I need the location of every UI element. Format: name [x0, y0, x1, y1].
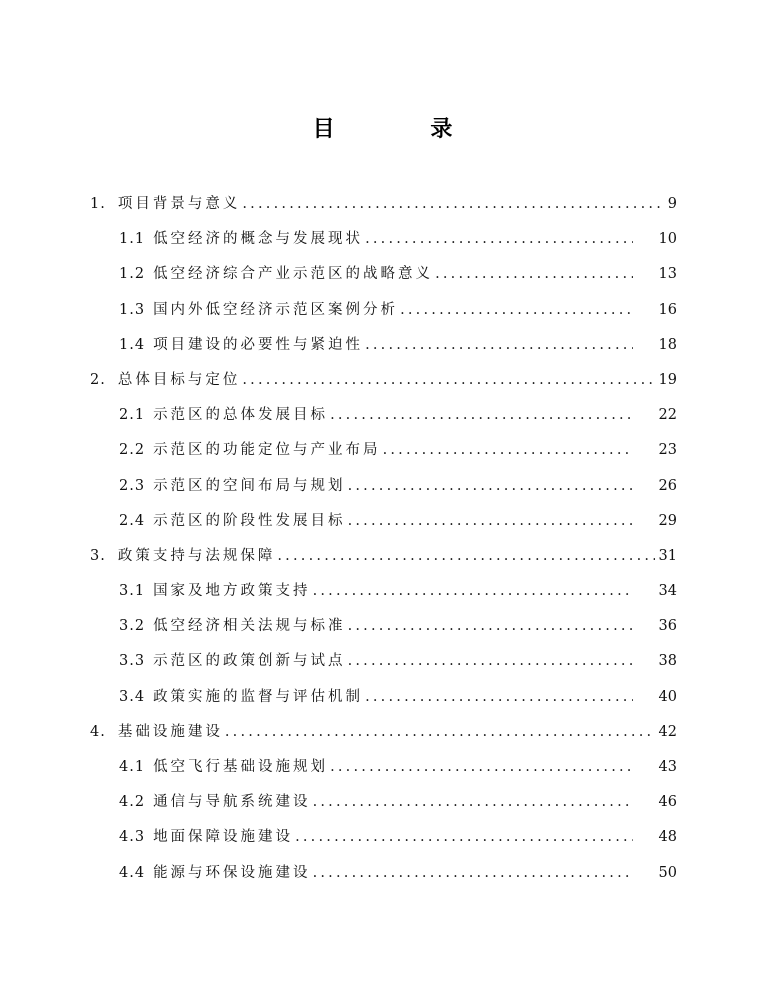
- toc-dot-leader: [400, 293, 633, 328]
- toc-entry-text: 国内外低空经济示范区案例分析: [153, 301, 399, 318]
- toc-entry-number: 2.1: [119, 407, 146, 424]
- toc-subsection-3-3[interactable]: [90, 644, 677, 679]
- toc-dot-leader: [242, 363, 654, 398]
- toc-subsection-4-2[interactable]: [90, 785, 677, 820]
- toc-subsection-4-3[interactable]: [90, 820, 677, 855]
- toc-subsection-4-1[interactable]: [90, 750, 677, 785]
- toc-subsection-1-4[interactable]: [90, 328, 677, 363]
- toc-subsection-2-2[interactable]: [90, 433, 677, 468]
- toc-page-number: 13: [658, 266, 677, 283]
- toc-entry-text: 基础设施建设: [117, 723, 223, 740]
- table-of-contents: [90, 187, 677, 891]
- toc-section-1[interactable]: [90, 187, 677, 222]
- toc-page-number: 22: [658, 407, 677, 424]
- toc-subsection-1-1[interactable]: [90, 222, 677, 257]
- toc-page-number: 10: [658, 231, 677, 248]
- toc-page-number: 31: [658, 547, 677, 564]
- toc-page-number: 34: [658, 583, 677, 600]
- toc-dot-leader: [277, 539, 654, 574]
- toc-page-number: 38: [658, 653, 677, 670]
- toc-dot-leader: [348, 644, 633, 679]
- toc-subsection-1-3[interactable]: [90, 293, 677, 328]
- toc-page-number: 29: [658, 512, 677, 529]
- toc-section-2[interactable]: [90, 363, 677, 398]
- toc-entry-text: 示范区的功能定位与产业布局: [153, 442, 381, 459]
- toc-page-number: 40: [658, 688, 677, 705]
- toc-entry-text: 低空飞行基础设施规划: [153, 759, 329, 775]
- toc-entry-number: 2.4: [119, 512, 146, 529]
- toc-entry-number: 1.4: [119, 336, 146, 353]
- toc-dot-leader: [365, 222, 633, 257]
- toc-subsection-2-3[interactable]: [90, 469, 677, 504]
- toc-entry-text: 低空经济的概念与发展现状: [153, 231, 364, 248]
- toc-entry-number: 4.1: [119, 759, 146, 775]
- toc-page-number: 9: [667, 196, 677, 212]
- toc-entry-text: 政策实施的监督与评估机制: [153, 688, 364, 705]
- toc-entry-text: 项目背景与意义: [117, 196, 241, 212]
- toc-page-number: 36: [658, 618, 677, 635]
- toc-entry-number: 3.3: [119, 653, 146, 670]
- toc-section-4[interactable]: [90, 715, 677, 750]
- toc-entry-number: 4.4: [119, 864, 146, 881]
- toc-dot-leader: [348, 504, 633, 539]
- toc-page-number: 18: [658, 336, 677, 353]
- toc-subsection-3-2[interactable]: [90, 609, 677, 644]
- toc-entry-number: 1.1: [119, 231, 146, 248]
- toc-entry-text: 低空经济综合产业示范区的战略意义: [153, 266, 434, 283]
- toc-page-number: 43: [658, 759, 677, 775]
- toc-dot-leader: [348, 609, 633, 644]
- toc-page-number: 50: [658, 864, 677, 881]
- toc-subsection-2-4[interactable]: [90, 504, 677, 539]
- toc-page-number: 48: [658, 829, 677, 846]
- toc-entry-text: 通信与导航系统建设: [153, 794, 311, 811]
- toc-dot-leader: [330, 398, 633, 433]
- toc-dot-leader: [365, 328, 633, 363]
- toc-entry-text: 示范区的政策创新与试点: [153, 653, 346, 670]
- toc-dot-leader: [225, 715, 655, 750]
- toc-entry-text: 示范区的阶段性发展目标: [153, 512, 346, 529]
- toc-entry-number: 2.3: [119, 477, 146, 494]
- toc-entry-text: 能源与环保设施建设: [153, 864, 311, 881]
- toc-entry-number: 1.: [90, 196, 106, 212]
- toc-page-number: 16: [658, 301, 677, 318]
- toc-entry-number: 3.: [90, 547, 106, 564]
- toc-entry-number: 3.4: [119, 688, 146, 705]
- page-title: 目 录: [312, 117, 497, 142]
- toc-dot-leader: [242, 187, 663, 222]
- toc-entry-number: 4.2: [119, 794, 146, 811]
- toc-page-number: 19: [658, 371, 677, 388]
- toc-section-3[interactable]: [90, 539, 677, 574]
- toc-entry-number: 3.2: [119, 618, 146, 635]
- toc-entry-text: 示范区的总体发展目标: [153, 407, 329, 424]
- toc-dot-leader: [313, 856, 633, 891]
- toc-page-number: 23: [658, 442, 677, 459]
- toc-entry-number: 4.3: [119, 829, 146, 846]
- toc-subsection-3-1[interactable]: [90, 574, 677, 609]
- toc-page-number: 46: [658, 794, 677, 811]
- toc-entry-text: 国家及地方政策支持: [153, 583, 311, 600]
- toc-page-number: 26: [658, 477, 677, 494]
- toc-entry-number: 2.2: [119, 442, 146, 459]
- toc-entry-number: 3.1: [119, 583, 146, 600]
- toc-dot-leader: [435, 257, 633, 292]
- toc-dot-leader: [330, 750, 633, 785]
- toc-dot-leader: [295, 820, 633, 855]
- toc-entry-text: 低空经济相关法规与标准: [153, 618, 346, 635]
- toc-entry-number: 2.: [90, 371, 106, 388]
- toc-entry-text: 示范区的空间布局与规划: [153, 477, 346, 494]
- toc-entry-text: 项目建设的必要性与紧迫性: [153, 336, 364, 353]
- toc-entry-number: 1.3: [119, 301, 146, 318]
- toc-entry-text: 政策支持与法规保障: [117, 547, 276, 564]
- toc-subsection-1-2[interactable]: [90, 257, 677, 292]
- toc-page-number: 42: [658, 723, 677, 740]
- toc-subsection-4-4[interactable]: [90, 856, 677, 891]
- toc-dot-leader: [365, 680, 633, 715]
- toc-dot-leader: [383, 433, 633, 468]
- toc-dot-leader: [313, 574, 633, 609]
- toc-dot-leader: [348, 469, 633, 504]
- toc-entry-number: 4.: [90, 723, 106, 740]
- toc-entry-number: 1.2: [119, 266, 146, 283]
- toc-subsection-2-1[interactable]: [90, 398, 677, 433]
- toc-entry-text: 地面保障设施建设: [153, 829, 294, 846]
- toc-entry-text: 总体目标与定位: [117, 371, 241, 388]
- toc-dot-leader: [313, 785, 633, 820]
- toc-subsection-3-4[interactable]: [90, 680, 677, 715]
